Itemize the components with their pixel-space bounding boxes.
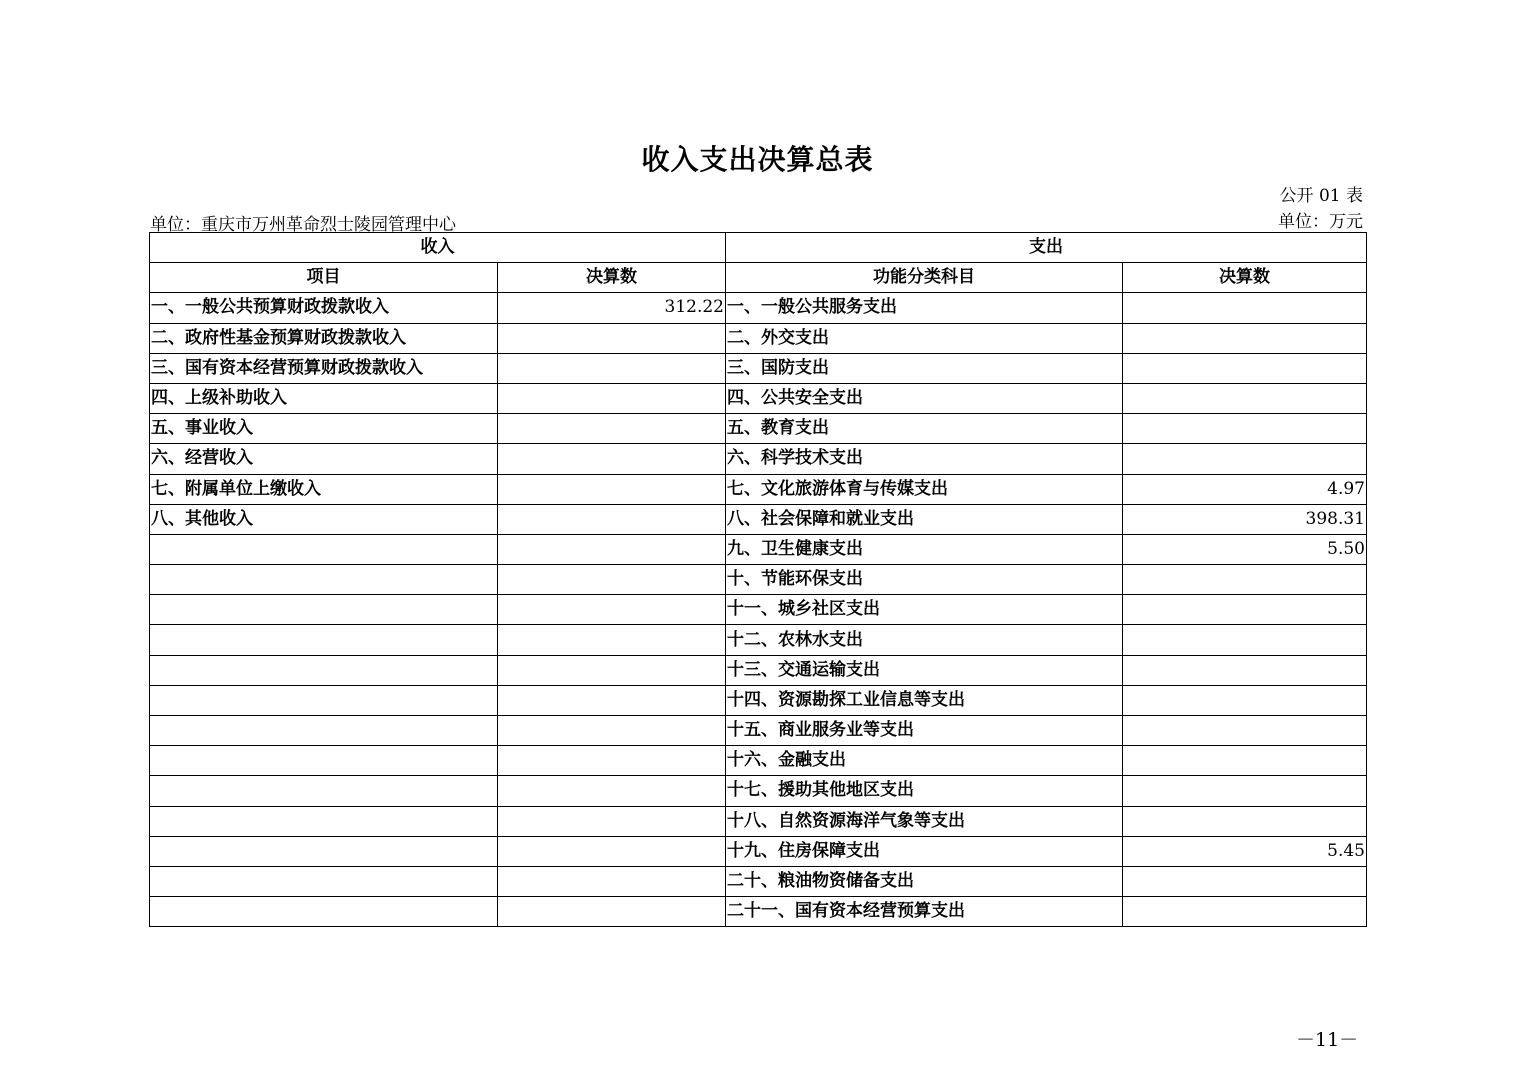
expense-amount-cell — [1123, 323, 1367, 353]
income-item-cell — [150, 836, 498, 866]
expense-amount-cell — [1123, 595, 1367, 625]
income-amount-cell — [498, 806, 726, 836]
table-row — [150, 444, 1367, 474]
expense-item-cell: 七、文化旅游体育与传媒支出 — [726, 474, 1123, 504]
budget-table — [149, 232, 1367, 927]
expense-amount-cell: 4.97 — [1123, 474, 1367, 504]
table-row — [150, 625, 1367, 655]
income-item-cell — [150, 806, 498, 836]
table-row — [150, 474, 1367, 504]
expense-item-cell: 十九、住房保障支出 — [726, 836, 1123, 866]
expense-amount-cell: 398.31 — [1123, 504, 1367, 534]
expense-amount-cell — [1123, 414, 1367, 444]
income-item-cell: 六、经营收入 — [150, 444, 498, 474]
table-row — [150, 383, 1367, 413]
expense-amount-cell — [1123, 866, 1367, 896]
income-item-cell — [150, 746, 498, 776]
expense-amount-cell — [1123, 685, 1367, 715]
expense-item-cell: 十三、交通运输支出 — [726, 655, 1123, 685]
func-subject-header: 功能分类科目 — [726, 263, 1123, 293]
income-amount-cell — [498, 504, 726, 534]
table-header-row — [150, 263, 1367, 293]
expense-item-cell: 八、社会保障和就业支出 — [726, 504, 1123, 534]
expense-amount-cell — [1123, 897, 1367, 927]
expense-item-cell: 三、国防支出 — [726, 353, 1123, 383]
income-item-cell — [150, 685, 498, 715]
income-amount-cell — [498, 595, 726, 625]
expense-item-cell: 十八、自然资源海洋气象等支出 — [726, 806, 1123, 836]
table-row — [150, 746, 1367, 776]
income-item-cell: 八、其他收入 — [150, 504, 498, 534]
income-amount-cell — [498, 414, 726, 444]
income-amount-cell — [498, 383, 726, 413]
table-row — [150, 323, 1367, 353]
income-item-cell — [150, 655, 498, 685]
currency-unit: 单位：万元 — [1278, 212, 1363, 232]
income-amount-cell — [498, 655, 726, 685]
expense-amount-cell — [1123, 776, 1367, 806]
expense-amount-cell: 5.45 — [1123, 836, 1367, 866]
income-item-cell: 二、政府性基金预算财政拨款收入 — [150, 323, 498, 353]
expense-amount-cell — [1123, 806, 1367, 836]
table-row — [150, 685, 1367, 715]
income-amount-cell — [498, 625, 726, 655]
expense-amount-cell — [1123, 353, 1367, 383]
expense-amount-cell — [1123, 383, 1367, 413]
page-number: －11－ — [1296, 1029, 1359, 1051]
income-amount-cell — [498, 565, 726, 595]
table-row — [150, 776, 1367, 806]
income-item-cell — [150, 776, 498, 806]
item-header: 项目 — [150, 263, 498, 293]
table-row — [150, 353, 1367, 383]
expense-item-cell: 十六、金融支出 — [726, 746, 1123, 776]
table-row — [150, 293, 1367, 323]
income-amount-cell — [498, 836, 726, 866]
expense-amount-cell: 5.50 — [1123, 534, 1367, 564]
expense-amount-cell — [1123, 565, 1367, 595]
table-row — [150, 595, 1367, 625]
expense-item-cell: 五、教育支出 — [726, 414, 1123, 444]
expense-amount-cell — [1123, 625, 1367, 655]
income-item-cell: 一、一般公共预算财政拨款收入 — [150, 293, 498, 323]
income-amount-cell — [498, 323, 726, 353]
expense-amount-cell — [1123, 444, 1367, 474]
table-row — [150, 414, 1367, 444]
expense-item-cell: 九、卫生健康支出 — [726, 534, 1123, 564]
expense-item-cell: 二十、粮油物资储备支出 — [726, 866, 1123, 896]
expense-item-cell: 十五、商业服务业等支出 — [726, 716, 1123, 746]
table-row — [150, 655, 1367, 685]
expense-item-cell: 六、科学技术支出 — [726, 444, 1123, 474]
income-item-cell — [150, 595, 498, 625]
expense-amount-cell — [1123, 716, 1367, 746]
income-item-cell — [150, 716, 498, 746]
expense-amount-cell — [1123, 293, 1367, 323]
income-amount-cell — [498, 353, 726, 383]
income-amount-cell — [498, 746, 726, 776]
table-row — [150, 534, 1367, 564]
expense-amount-cell — [1123, 746, 1367, 776]
expense-item-cell: 十、节能环保支出 — [726, 565, 1123, 595]
form-number: 公开 01 表 — [1279, 186, 1363, 206]
expense-amount-cell — [1123, 655, 1367, 685]
table-row — [150, 504, 1367, 534]
income-item-cell — [150, 565, 498, 595]
table-row — [150, 897, 1367, 927]
income-item-cell: 五、事业收入 — [150, 414, 498, 444]
income-amount-cell — [498, 897, 726, 927]
income-item-cell — [150, 897, 498, 927]
expense-item-cell: 一、一般公共服务支出 — [726, 293, 1123, 323]
table-row — [150, 806, 1367, 836]
expense-item-cell: 十四、资源勘探工业信息等支出 — [726, 685, 1123, 715]
expense-item-cell: 二十一、国有资本经营预算支出 — [726, 897, 1123, 927]
income-item-cell — [150, 534, 498, 564]
income-amount-cell — [498, 716, 726, 746]
expense-item-cell: 二、外交支出 — [726, 323, 1123, 353]
amount2-header: 决算数 — [1123, 263, 1367, 293]
income-item-cell — [150, 625, 498, 655]
expense-item-cell: 四、公共安全支出 — [726, 383, 1123, 413]
expense-item-cell: 十二、农林水支出 — [726, 625, 1123, 655]
income-amount-cell — [498, 534, 726, 564]
income-amount-cell — [498, 776, 726, 806]
page-title: 收入支出决算总表 — [641, 143, 874, 176]
income-item-cell: 三、国有资本经营预算财政拨款收入 — [150, 353, 498, 383]
organization-unit: 单位：重庆市万州革命烈士陵园管理中心 — [150, 215, 456, 235]
table-row — [150, 716, 1367, 746]
income-item-cell: 四、上级补助收入 — [150, 383, 498, 413]
income-amount-cell — [498, 685, 726, 715]
table-row — [150, 836, 1367, 866]
expense-header: 支出 — [726, 233, 1367, 263]
table-row — [150, 866, 1367, 896]
income-amount-cell — [498, 866, 726, 896]
amount-header: 决算数 — [498, 263, 726, 293]
table-header-group-row — [150, 233, 1367, 263]
income-amount-cell — [498, 474, 726, 504]
income-header: 收入 — [150, 233, 726, 263]
expense-item-cell: 十一、城乡社区支出 — [726, 595, 1123, 625]
table-row — [150, 565, 1367, 595]
income-amount-cell — [498, 444, 726, 474]
income-amount-cell: 312.22 — [498, 293, 726, 323]
income-item-cell — [150, 866, 498, 896]
expense-item-cell: 十七、援助其他地区支出 — [726, 776, 1123, 806]
income-item-cell: 七、附属单位上缴收入 — [150, 474, 498, 504]
